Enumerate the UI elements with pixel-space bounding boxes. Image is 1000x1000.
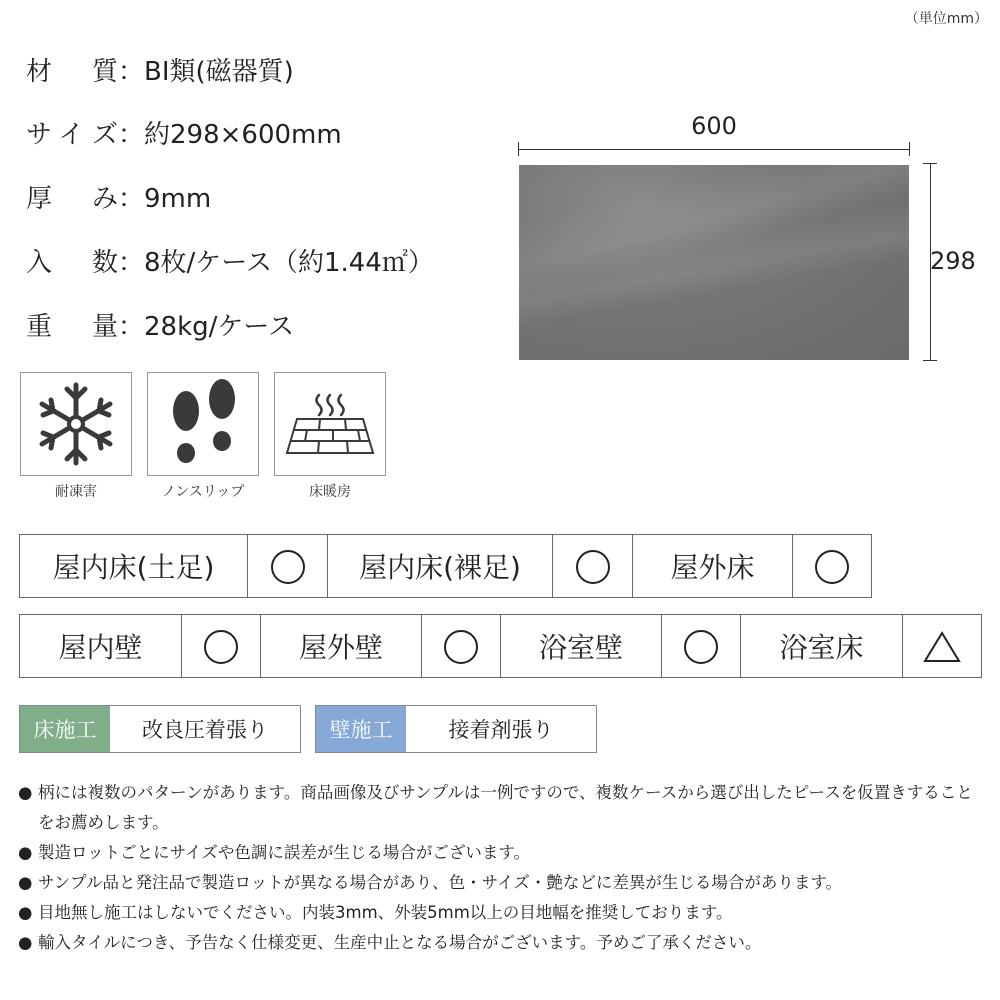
spec-label: 厚み [26,184,118,214]
frost-resistance-badge [20,372,132,476]
spec-label: 材質 [26,57,118,87]
spec-colon: ： [118,57,145,87]
width-value: 600 [691,112,737,140]
usage-mark [553,535,633,598]
usage-mark [182,615,261,678]
usage-mark [793,535,872,598]
dimension-tick [923,360,937,361]
floor-installation-value: 改良圧着張り [142,718,268,742]
snowflake-icon [21,373,131,475]
usage-mark [248,535,328,598]
floor-heating-icon [275,373,385,475]
wall-installation-value: 接着剤張り [448,718,554,742]
height-dimension [918,163,998,361]
spec-value: BI類(磁器質) [144,57,294,87]
spec-label: サイズ [26,120,118,150]
spec-value: 9mm [144,184,212,214]
width-dimension [518,112,910,162]
note-item: ● 輸入タイルにつき、予告なく仕様変更、生産中止となる場合がございます。予めご了承ください。 [18,928,988,958]
usage-mark [422,615,501,678]
spec-value: 8枚/ケース（約1.44㎡） [144,248,434,278]
circle-mark-icon [444,630,478,664]
non-slip-badge [147,372,259,476]
spec-weight [26,310,294,344]
tile-image [519,165,909,360]
dimension-tick [909,142,910,156]
feature-label: 床暖房 [309,484,351,500]
usage-table-row2 [19,614,982,678]
circle-mark-icon [815,550,849,584]
usage-table-row1 [19,534,872,598]
usage-label: 浴室床 [741,615,903,678]
usage-label: 屋内床(裸足) [328,535,553,598]
spec-value: 28kg/ケース [144,312,295,342]
circle-mark-icon [684,630,718,664]
unit-note: （単位mm） [904,11,988,27]
usage-mark [903,615,982,678]
feature-label: 耐凍害 [55,484,97,500]
spec-size [26,118,342,152]
triangle-mark-icon [922,630,962,664]
height-value: 298 [930,247,976,275]
usage-mark [662,615,741,678]
note-item: ● 目地無し施工はしないでください。内装3mm、外装5mm以上の目地幅を推奨しております。 [18,898,988,928]
usage-label: 屋内壁 [20,615,182,678]
notes-list [18,778,988,958]
spec-colon: ： [118,120,145,150]
spec-material [26,55,294,89]
spec-label: 重量 [26,312,118,342]
spec-value: 約298×600mm [144,120,342,150]
spec-colon: ： [118,184,145,214]
usage-label: 屋外床 [633,535,793,598]
usage-label: 屋内床(土足) [20,535,248,598]
spec-colon: ： [118,248,145,278]
spec-label: 入数 [26,248,118,278]
spec-colon: ： [118,312,145,342]
usage-label: 浴室壁 [501,615,662,678]
footprints-icon [148,373,258,475]
width-dimension-line [518,149,910,150]
usage-label: 屋外壁 [261,615,422,678]
circle-mark-icon [576,550,610,584]
circle-mark-icon [271,550,305,584]
note-item: ● 製造ロットごとにサイズや色調に誤差が生じる場合がございます。 [18,838,988,868]
spec-quantity [26,246,434,280]
floor-installation [19,705,301,753]
floor-installation-tag: 床施工 [20,706,110,752]
note-item: ● サンプル品と発注品で製造ロットが異なる場合があり、色・サイズ・艶などに差異が生じる場合があります。 [18,868,988,898]
dimension-tick [518,142,519,156]
circle-mark-icon [204,630,238,664]
dimension-tick [923,163,937,164]
floor-heating-badge [274,372,386,476]
wall-installation-tag: 壁施工 [316,706,406,752]
wall-installation [315,705,597,753]
spec-thickness [26,182,211,216]
note-item: ● 柄には複数のパターンがあります。商品画像及びサンプルは一例ですので、複数ケースから選び出したピースを仮置きすることをお薦めします。 [18,778,988,838]
feature-label: ノンスリップ [161,484,245,500]
